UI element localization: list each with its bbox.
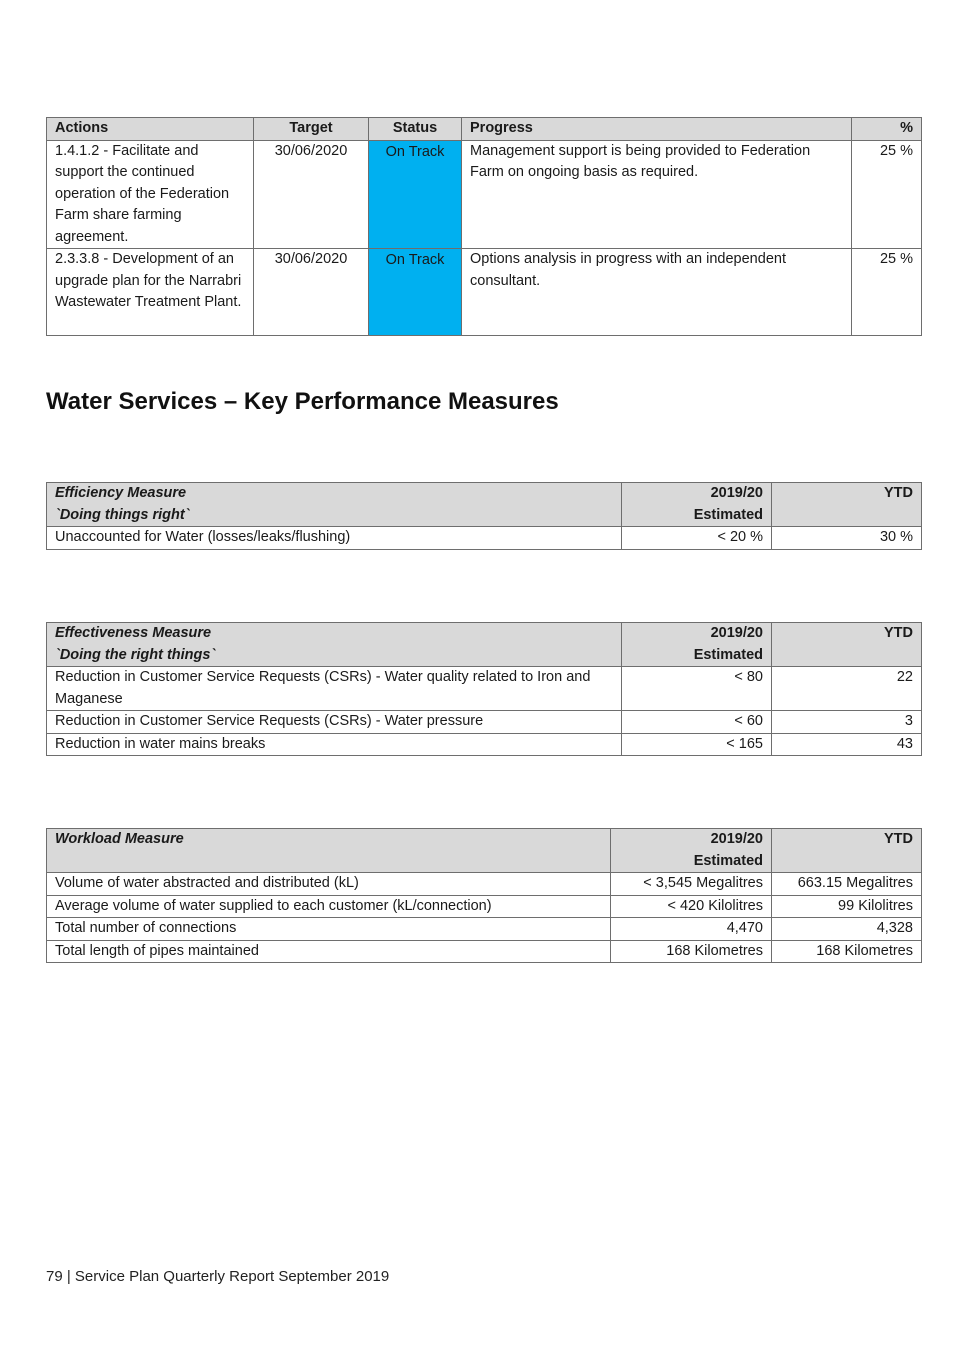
estimated-value: < 165 (622, 733, 772, 756)
estimated-value: 168 Kilometres (611, 940, 772, 963)
estimated-value: < 3,545 Megalitres (611, 873, 772, 896)
table-row (47, 733, 922, 756)
header-progress: Progress (462, 118, 852, 141)
header-target: Target (254, 118, 369, 141)
ytd-value: 22 (772, 667, 922, 711)
table-row (47, 711, 922, 734)
estimated-label: Estimated (693, 852, 763, 869)
estimated-year: 2019/20 (710, 831, 763, 847)
status-badge: On Track (369, 140, 462, 249)
workload-header (47, 829, 611, 873)
ytd-value: 99 Kilolitres (772, 895, 922, 918)
table-row (47, 249, 922, 336)
efficiency-subtitle: `Doing things right` (55, 506, 190, 523)
percent-cell: 25 % (852, 249, 922, 336)
estimated-value: < 60 (622, 711, 772, 734)
estimated-value: < 420 Kilolitres (611, 895, 772, 918)
effectiveness-title: Effectiveness Measure (55, 625, 212, 641)
estimated-value: < 20 % (622, 527, 772, 550)
header-status: Status (369, 118, 462, 141)
estimated-label: Estimated (693, 506, 763, 523)
measure-label: Total number of connections (47, 918, 611, 941)
table-row (47, 527, 922, 550)
table-row (47, 873, 922, 896)
effectiveness-header-row (47, 623, 922, 667)
workload-ytd-header: YTD (772, 829, 922, 873)
effectiveness-ytd-header: YTD (772, 623, 922, 667)
measure-label: Reduction in Customer Service Requests (CSRs) - Water pressure (47, 711, 622, 734)
effectiveness-table (46, 622, 922, 756)
effectiveness-header (47, 623, 622, 667)
efficiency-header-row (47, 483, 922, 527)
measure-label: Unaccounted for Water (losses/leaks/flushing) (47, 527, 622, 550)
ytd-value: 168 Kilometres (772, 940, 922, 963)
table-row (47, 895, 922, 918)
efficiency-ytd-header: YTD (772, 483, 922, 527)
estimated-value: < 80 (622, 667, 772, 711)
workload-table (46, 828, 922, 963)
efficiency-estimated-header (622, 483, 772, 527)
workload-estimated-header (611, 829, 772, 873)
target-cell: 30/06/2020 (254, 140, 369, 249)
efficiency-header (47, 483, 622, 527)
ytd-value: 4,328 (772, 918, 922, 941)
action-cell: 2.3.3.8 - Development of an upgrade plan for the Narrabri Wastewater Treatment Plant. (47, 249, 254, 336)
measure-label: Reduction in Customer Service Requests (CSRs) - Water quality related to Iron and Maganese (47, 667, 622, 711)
measure-label: Volume of water abstracted and distributed (kL) (47, 873, 611, 896)
measure-label: Average volume of water supplied to each customer (kL/connection) (47, 895, 611, 918)
target-cell: 30/06/2020 (254, 249, 369, 336)
efficiency-table (46, 482, 922, 550)
actions-table (46, 117, 922, 336)
measure-label: Total length of pipes maintained (47, 940, 611, 963)
page-footer: 79 | Service Plan Quarterly Report September 2019 (46, 1268, 390, 1285)
actions-header-row (47, 118, 922, 141)
table-row (47, 918, 922, 941)
ytd-value: 3 (772, 711, 922, 734)
header-actions: Actions (47, 118, 254, 141)
percent-cell: 25 % (852, 140, 922, 249)
effectiveness-estimated-header (622, 623, 772, 667)
ytd-value: 663.15 Megalitres (772, 873, 922, 896)
efficiency-title: Efficiency Measure (55, 485, 187, 501)
action-cell: 1.4.1.2 - Facilitate and support the continued operation of the Federation Farm share farming agreement. (47, 140, 254, 249)
ytd-value: 30 % (772, 527, 922, 550)
estimated-year: 2019/20 (710, 485, 763, 501)
workload-header-row (47, 829, 922, 873)
measure-label: Reduction in water mains breaks (47, 733, 622, 756)
header-percent: % (852, 118, 922, 141)
estimated-value: 4,470 (611, 918, 772, 941)
ytd-value: 43 (772, 733, 922, 756)
status-badge: On Track (369, 249, 462, 336)
table-row (47, 940, 922, 963)
estimated-label: Estimated (693, 646, 763, 663)
section-heading: Water Services – Key Performance Measures (46, 388, 559, 415)
effectiveness-subtitle: `Doing the right things` (55, 646, 216, 663)
progress-cell: Management support is being provided to Federation Farm on ongoing basis as required. (462, 140, 852, 249)
progress-cell: Options analysis in progress with an independent consultant. (462, 249, 852, 336)
table-row (47, 667, 922, 711)
table-row (47, 140, 922, 249)
estimated-year: 2019/20 (710, 625, 763, 641)
workload-title: Workload Measure (55, 831, 184, 847)
